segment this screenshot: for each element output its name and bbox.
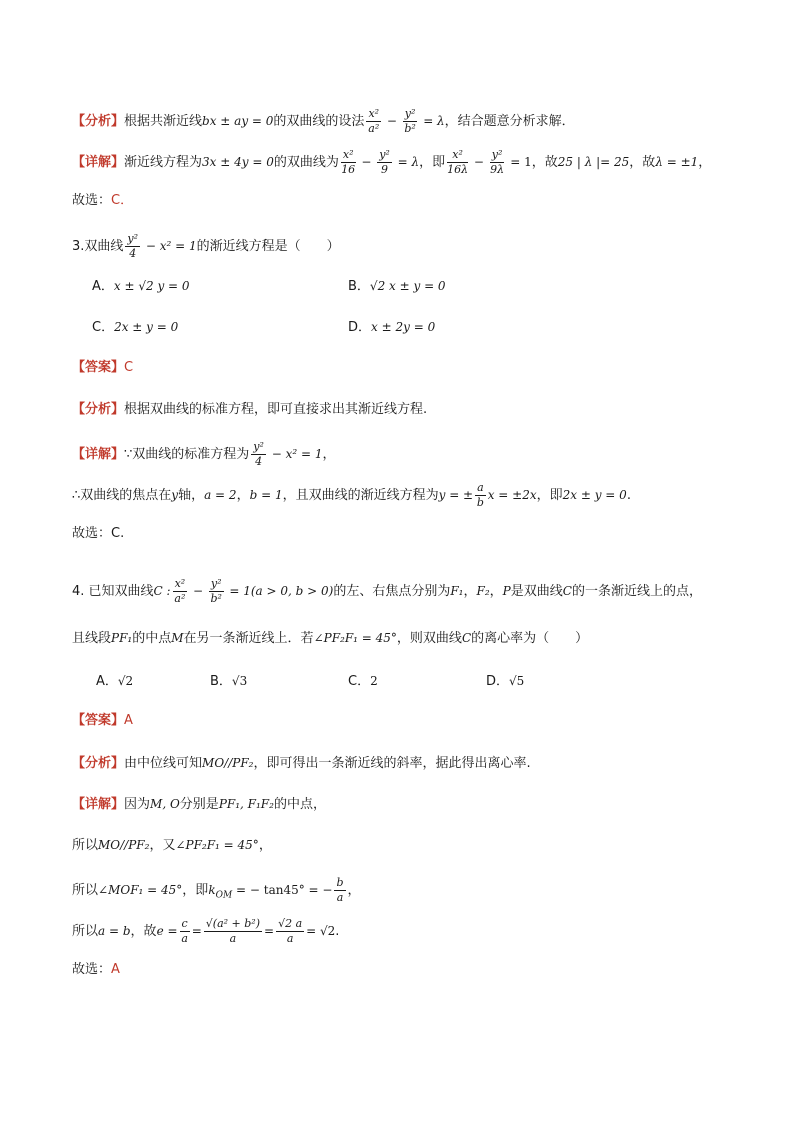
math: a = 2 xyxy=(204,488,237,502)
text: ，且双曲线的渐近线方程为 xyxy=(282,488,439,503)
option-c: C．2 xyxy=(348,674,378,689)
text: 且线段 xyxy=(72,631,112,646)
text: 轴， xyxy=(178,488,205,503)
detail-tag: 【详解】 xyxy=(72,447,125,462)
math: MO//PF₂ xyxy=(202,756,254,770)
math: k xyxy=(208,883,216,897)
detail-step-1 xyxy=(72,835,272,856)
math: y xyxy=(171,488,179,502)
text: 的双曲线为 xyxy=(273,155,339,170)
fraction: $\frac{\text{y²}}{\text{b²}}$ xyxy=(404,107,416,135)
math: − xyxy=(470,155,488,169)
fraction: $\frac{c}{a}$ xyxy=(181,917,188,945)
math: a = b xyxy=(98,924,131,938)
fraction: $\frac{√2 a}{a}$ xyxy=(278,917,303,945)
math: bx ± ay = 0 xyxy=(202,114,274,128)
answer-tag: 【答案】 xyxy=(72,713,125,728)
fraction: $\frac{\text{x²}}{\text{a²}}$ xyxy=(368,107,380,135)
choose-line-4 xyxy=(72,960,120,980)
text: 因为 xyxy=(124,797,151,812)
math: C : xyxy=(153,584,171,598)
text: 故选：C. xyxy=(72,526,125,541)
answer-line-3 xyxy=(72,358,133,378)
text: ，即 xyxy=(182,883,209,898)
text: 由中位线可知 xyxy=(124,756,203,771)
text: ，故 xyxy=(629,155,656,170)
math: b = 1 xyxy=(249,488,283,502)
math: 3x ± 4y = 0 xyxy=(202,155,274,169)
math: = − tan45° = − xyxy=(232,883,333,897)
fraction: $\frac{\text{√(a² + b²)}}{a}$ xyxy=(205,917,261,945)
option-c: C．2x ± y = 0 xyxy=(92,320,179,335)
text: ，故 xyxy=(130,924,157,939)
math: C xyxy=(461,631,472,645)
question-4-stem-line2 xyxy=(72,628,588,649)
fraction: $\frac{\text{y²}}{\text{b²}}$ xyxy=(210,577,222,605)
detail-tag: 【详解】 xyxy=(72,155,125,170)
math: λ = ±1 xyxy=(655,155,699,169)
analysis-tag: 【分析】 xyxy=(72,402,125,417)
math: = xyxy=(191,924,202,938)
text: 所以 xyxy=(72,883,99,898)
math: x = ±2x xyxy=(487,488,537,502)
math: − xyxy=(189,584,207,598)
text: . xyxy=(626,488,631,503)
option-b: B．√3 xyxy=(210,674,248,689)
fraction: $\frac{\text{y²}}{4}$ xyxy=(253,440,264,468)
math: ∠PF₂F₁ = 45° xyxy=(313,631,397,645)
text: 故选： xyxy=(72,962,112,977)
text: ， xyxy=(322,447,336,462)
text: 的中点， xyxy=(273,797,326,812)
answer-tag: 【答案】 xyxy=(72,360,125,375)
math: = λ xyxy=(393,155,420,169)
math: F₂ xyxy=(476,584,490,598)
math: C xyxy=(562,584,572,598)
text: ， xyxy=(463,584,477,599)
math: ∠PF₂F₁ = 45° xyxy=(175,838,259,852)
choose-line-1 xyxy=(72,191,133,211)
option-a: A．x ± √2 y = 0 xyxy=(92,279,190,294)
math: − xyxy=(383,114,401,128)
math: = 1 xyxy=(506,155,532,169)
text: 故选： xyxy=(72,193,112,208)
text: ， xyxy=(347,883,361,898)
analysis-line-1 xyxy=(72,107,575,136)
text: 4. 已知双曲线 xyxy=(72,584,154,599)
math: M xyxy=(171,631,184,645)
answer-value: C xyxy=(124,360,134,375)
math: ∠MOF₁ = 45° xyxy=(98,883,183,897)
detail-step-2 xyxy=(72,876,361,906)
option-a: A．√2 xyxy=(96,674,134,689)
text: 的双曲线的设法 xyxy=(273,114,365,129)
text: ， xyxy=(258,838,272,853)
choice: C． xyxy=(111,193,134,208)
detail-line-4 xyxy=(72,794,326,815)
option-b: B．√2 x ± y = 0 xyxy=(348,279,446,294)
text: ∴双曲线的焦点在 xyxy=(72,488,172,503)
answer-line-4 xyxy=(72,711,133,731)
math: y = ± xyxy=(438,488,474,502)
fraction: $\frac{\text{x²}}{16\lambda}$ xyxy=(447,148,469,176)
math: e = xyxy=(156,924,178,938)
text: 的一条渐近线上的点， xyxy=(571,584,702,599)
math: − x² = 1 xyxy=(142,239,197,253)
math: = √2 xyxy=(306,924,336,938)
text: 的左、右焦点分别为 xyxy=(333,584,451,599)
math: F₁ xyxy=(450,584,464,598)
fraction: $\frac{\text{x²}}{\text{a²}}$ xyxy=(174,577,186,605)
text: . xyxy=(335,924,340,939)
math: = xyxy=(264,924,275,938)
text: ，故 xyxy=(531,155,558,170)
text: 的中点 xyxy=(132,631,172,646)
math: MO//PF₂ xyxy=(98,838,150,852)
text: ，又 xyxy=(149,838,176,853)
text: 根据共渐近线 xyxy=(124,114,203,129)
text: 的离心率为（ ） xyxy=(471,631,589,646)
text: ，即可得出一条渐近线的斜率，据此得出离心率. xyxy=(253,756,531,771)
math: PF₁ xyxy=(111,631,133,645)
fraction: $\frac{\text{y²}}{4}$ xyxy=(127,232,139,260)
fraction: $\frac{\text{x²}}{16}$ xyxy=(341,148,356,176)
text: ，则双曲线 xyxy=(396,631,462,646)
math: − x² = 1 xyxy=(267,447,323,461)
question-3-stem xyxy=(72,232,340,261)
text: 所以 xyxy=(72,838,99,853)
answer-value: A xyxy=(124,713,133,728)
text: ，即 xyxy=(419,155,446,170)
math: − xyxy=(357,155,376,169)
text: 根据双曲线的标准方程，即可直接求出其渐近线方程. xyxy=(124,402,428,417)
fraction: $\frac{\text{y²}}{9\lambda}$ xyxy=(490,148,505,176)
math-subscript: OM xyxy=(215,890,233,901)
text: 3.双曲线 xyxy=(72,239,124,254)
text: 分别是 xyxy=(179,797,219,812)
text: 渐近线方程为 xyxy=(124,155,203,170)
detail-line-3b xyxy=(72,481,631,510)
math: = λ xyxy=(419,114,445,128)
analysis-line-4 xyxy=(72,753,531,774)
option-d: D．x ± 2y = 0 xyxy=(348,320,436,335)
analysis-tag: 【分析】 xyxy=(72,756,125,771)
detail-line-3 xyxy=(72,440,336,469)
math: 2x ± y = 0 xyxy=(562,488,627,502)
fraction: $\frac{b}{a}$ xyxy=(336,876,344,904)
detail-tag: 【详解】 xyxy=(72,797,125,812)
math: 25 | λ |= 25 xyxy=(557,155,630,169)
text: 所以 xyxy=(72,924,99,939)
text: ，结合题意分析求解． xyxy=(444,114,575,129)
text: ， xyxy=(236,488,250,503)
math: PF₁, F₁F₂ xyxy=(218,797,274,811)
question-4-stem xyxy=(72,577,702,606)
option-d: D．√5 xyxy=(486,674,525,689)
math: = 1(a > 0, b > 0) xyxy=(225,584,334,598)
choice: A xyxy=(111,962,120,977)
text: ，即 xyxy=(536,488,563,503)
text: 在另一条渐近线上．若 xyxy=(183,631,314,646)
text: 是双曲线 xyxy=(510,584,563,599)
analysis-tag: 【分析】 xyxy=(72,114,125,129)
fraction: $\frac{a}{b}$ xyxy=(476,481,484,509)
math: P xyxy=(502,584,511,598)
fraction: $\frac{\text{y²}}{9}$ xyxy=(379,148,390,176)
text: ∵双曲线的标准方程为 xyxy=(124,447,250,462)
detail-line-1 xyxy=(72,148,711,177)
detail-step-3 xyxy=(72,917,339,946)
text: ， xyxy=(489,584,503,599)
text: 的渐近线方程是（ ） xyxy=(196,239,340,254)
text: ， xyxy=(698,155,712,170)
math: M, O xyxy=(150,797,180,811)
analysis-line-3 xyxy=(72,400,427,420)
choose-line-3 xyxy=(72,524,124,544)
